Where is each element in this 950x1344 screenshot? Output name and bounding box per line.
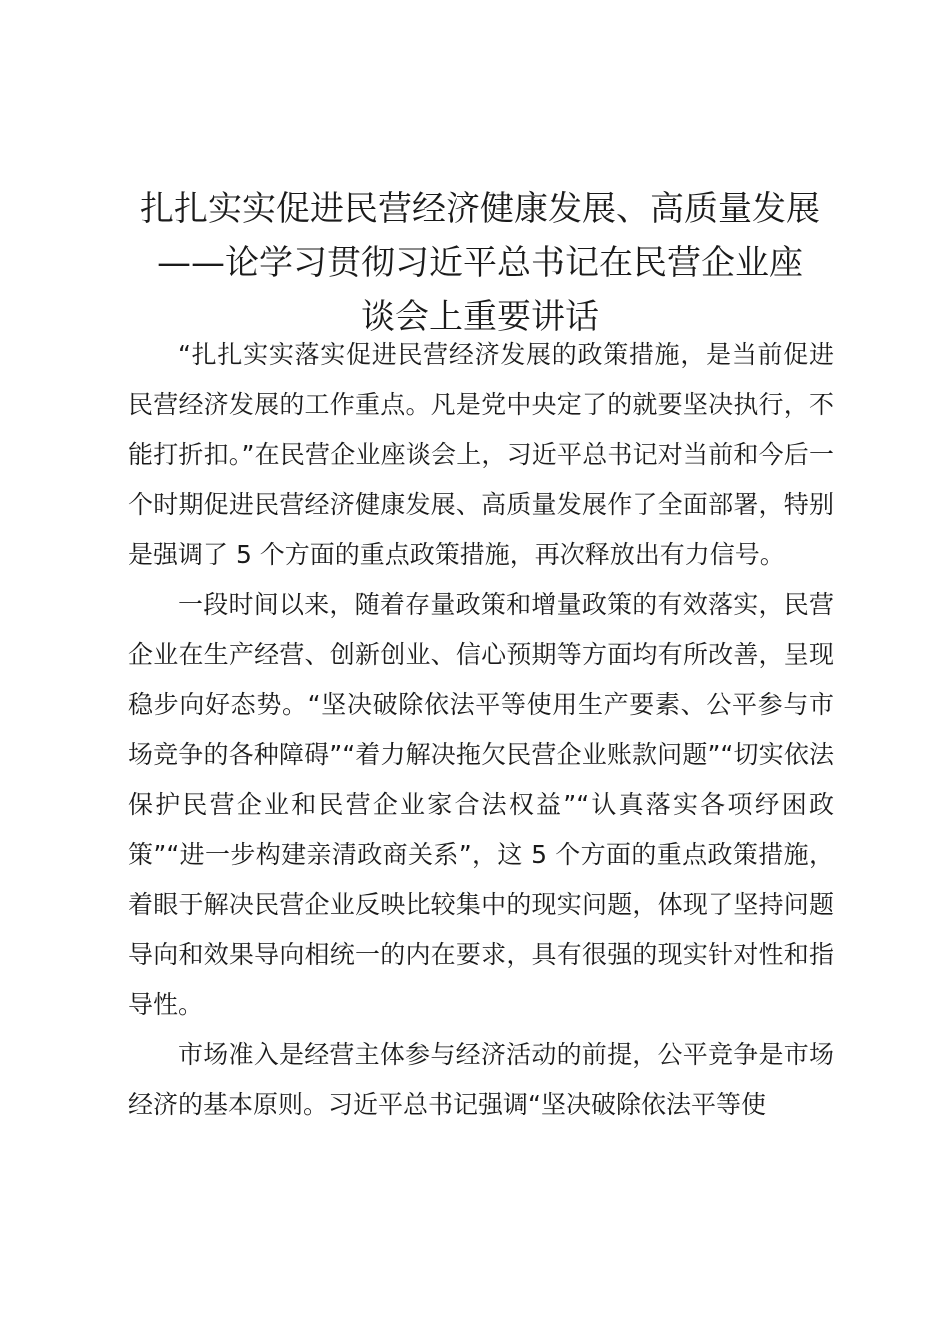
title-line-3: 谈会上重要讲话 [361, 297, 599, 337]
paragraph-2: 一段时间以来，随着存量政策和增量政策的有效落实，民营企业在生产经营、创新创业、信心预期等方面均有所改善，呈现稳步向好态势。“坚决破除依法平等使用生产要素、公平参与市场竞争的各种障碍”“着力解决拖欠民营企业账款问题”“切实依法保护民营企业和民营企业家合法权益”“认真落实各项纾困政策”“进一步构建亲清政商关系”，这 5 个方面的重点政策措施，着眼于解决民营企业反映比较集中的现实问题，体现了坚持问题导向和效果导向相统一的内在要求，具有很强的现实针对性和指导性。 [128, 590, 834, 1019]
document-title [110, 182, 850, 344]
title-line-1: 扎扎实实促进民营经济健康发展、高质量发展 [140, 189, 820, 229]
title-line-2: ——论学习贯彻习近平总书记在民营企业座 [157, 243, 803, 283]
document-body [128, 330, 834, 1130]
paragraph-1: “扎扎实实落实促进民营经济发展的政策措施，是当前促进民营经济发展的工作重点。凡是党中央定了的就要坚决执行，不能打折扣。”在民营企业座谈会上，习近平总书记对当前和今后一个时期促进民营经济健康发展、高质量发展作了全面部署，特别是强调了 5 个方面的重点政策措施，再次释放出有力信号。 [128, 340, 834, 569]
paragraph-3: 市场准入是经营主体参与经济活动的前提，公平竞争是市场经济的基本原则。习近平总书记强调“坚决破除依法平等使 [128, 1040, 834, 1119]
